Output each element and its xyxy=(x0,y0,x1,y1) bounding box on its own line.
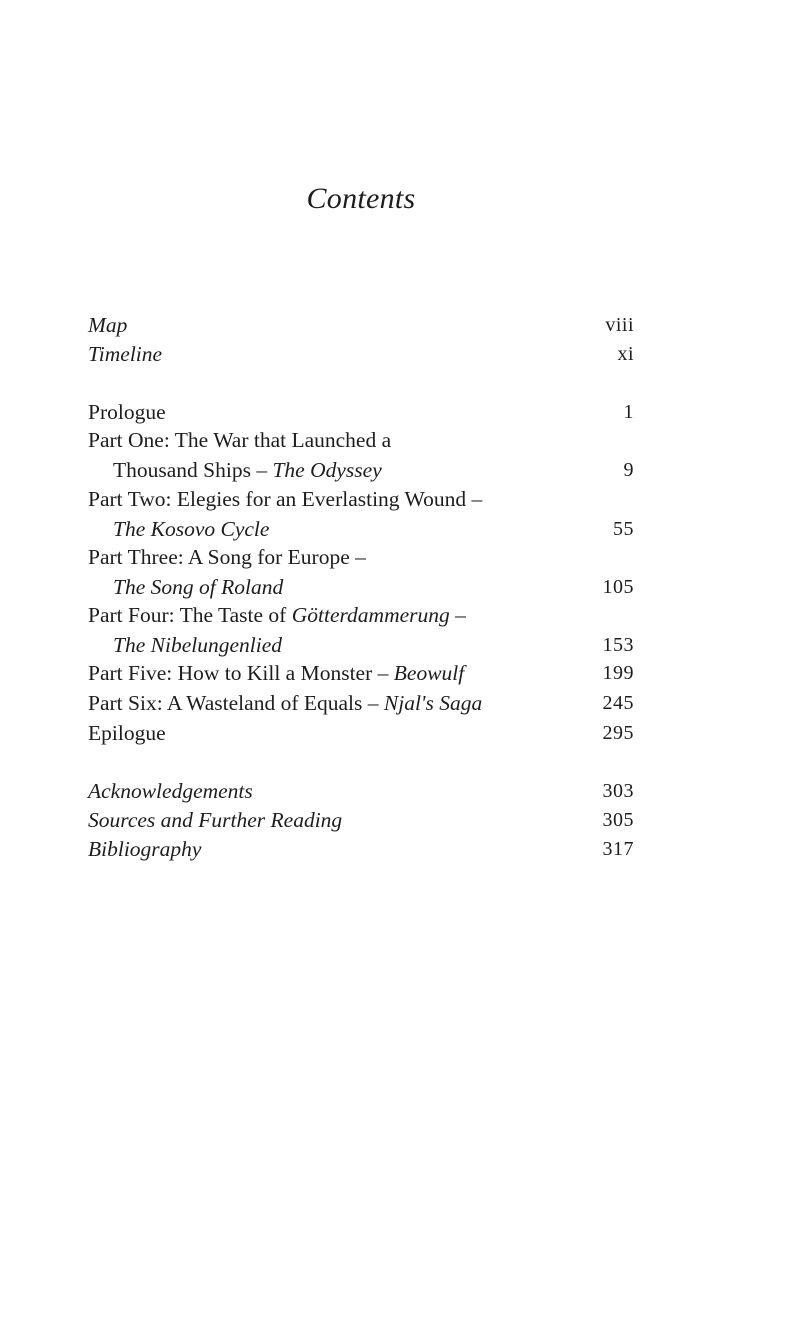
toc-entry-page: viii xyxy=(605,314,634,336)
toc-entry-page: 55 xyxy=(613,518,634,540)
work-title: Beowulf xyxy=(393,661,465,685)
toc-entry-part-five[interactable] xyxy=(88,658,634,688)
toc-entry-part-three[interactable] xyxy=(88,542,634,572)
toc-entry-map[interactable] xyxy=(88,310,634,340)
toc-entry-page: 199 xyxy=(602,662,634,684)
toc-entry-page: 9 xyxy=(623,459,634,481)
toc-entry-part-three-cont[interactable] xyxy=(88,572,634,602)
toc-entry-epilogue[interactable] xyxy=(88,718,634,748)
toc-entry-label: Timeline xyxy=(88,342,163,366)
toc-entry-label: Bibliography xyxy=(88,837,202,861)
toc-entry-label: Part Two: Elegies for an Everlasting Wound – xyxy=(88,487,483,511)
toc-entry-part-four[interactable] xyxy=(88,600,634,630)
page-title: Contents xyxy=(306,182,416,215)
toc-entry-page: 295 xyxy=(602,722,634,744)
toc-entry-label: Epilogue xyxy=(88,721,166,745)
toc-entry-sources[interactable] xyxy=(88,805,634,835)
toc-entry-page: xi xyxy=(617,343,634,365)
toc-entry-page: 305 xyxy=(602,809,634,831)
toc-entry-label: Part Three: A Song for Europe – xyxy=(88,545,366,569)
toc-entry-label xyxy=(88,658,464,688)
toc-entry-text: – xyxy=(449,603,466,627)
work-title: The Nibelungenlied xyxy=(113,633,282,657)
toc-entry-page: 245 xyxy=(602,692,634,714)
toc-entry-page: 1 xyxy=(623,401,634,423)
toc-entry-part-one-cont[interactable] xyxy=(88,455,634,485)
toc-entry-bibliography[interactable] xyxy=(88,834,634,864)
toc-entry-label: Map xyxy=(88,313,128,337)
toc-entry-timeline[interactable] xyxy=(88,339,634,369)
work-title: Götterdammerung xyxy=(291,603,450,627)
toc-entry-part-one[interactable] xyxy=(88,425,634,455)
toc-entry-prologue[interactable] xyxy=(88,397,634,427)
toc-entry-text: Thousand Ships – xyxy=(113,458,273,482)
work-title: The Odyssey xyxy=(272,458,382,482)
toc-entry-label: Sources and Further Reading xyxy=(88,808,343,832)
toc-entry-text: Part Four: The Taste of xyxy=(88,603,292,627)
toc-entry-text: Part Six: A Wasteland of Equals – xyxy=(88,691,384,715)
toc-entry-acknowledgements[interactable] xyxy=(88,776,634,806)
toc-entry-label xyxy=(88,600,466,630)
work-title: The Song of Roland xyxy=(113,575,284,599)
toc-entry-page: 303 xyxy=(602,780,634,802)
toc-entry-label: Acknowledgements xyxy=(88,779,253,803)
toc-entry-label: Prologue xyxy=(88,400,166,424)
toc-entry-page: 317 xyxy=(602,838,634,860)
toc-entry-part-six[interactable] xyxy=(88,688,634,718)
toc-entry-part-two[interactable] xyxy=(88,484,634,514)
toc-entry-label xyxy=(88,688,482,718)
toc-entry-part-two-cont[interactable] xyxy=(88,514,634,544)
toc-entry-page: 105 xyxy=(602,576,634,598)
toc-entry-text: Part Five: How to Kill a Monster – xyxy=(88,661,394,685)
work-title: The Kosovo Cycle xyxy=(113,517,270,541)
work-title: Njal's Saga xyxy=(383,691,483,715)
toc-entry-page: 153 xyxy=(602,634,634,656)
toc-entry-label-cont xyxy=(113,455,382,485)
toc-entry-part-four-cont[interactable] xyxy=(88,630,634,660)
toc-entry-label: Part One: The War that Launched a xyxy=(88,428,392,452)
